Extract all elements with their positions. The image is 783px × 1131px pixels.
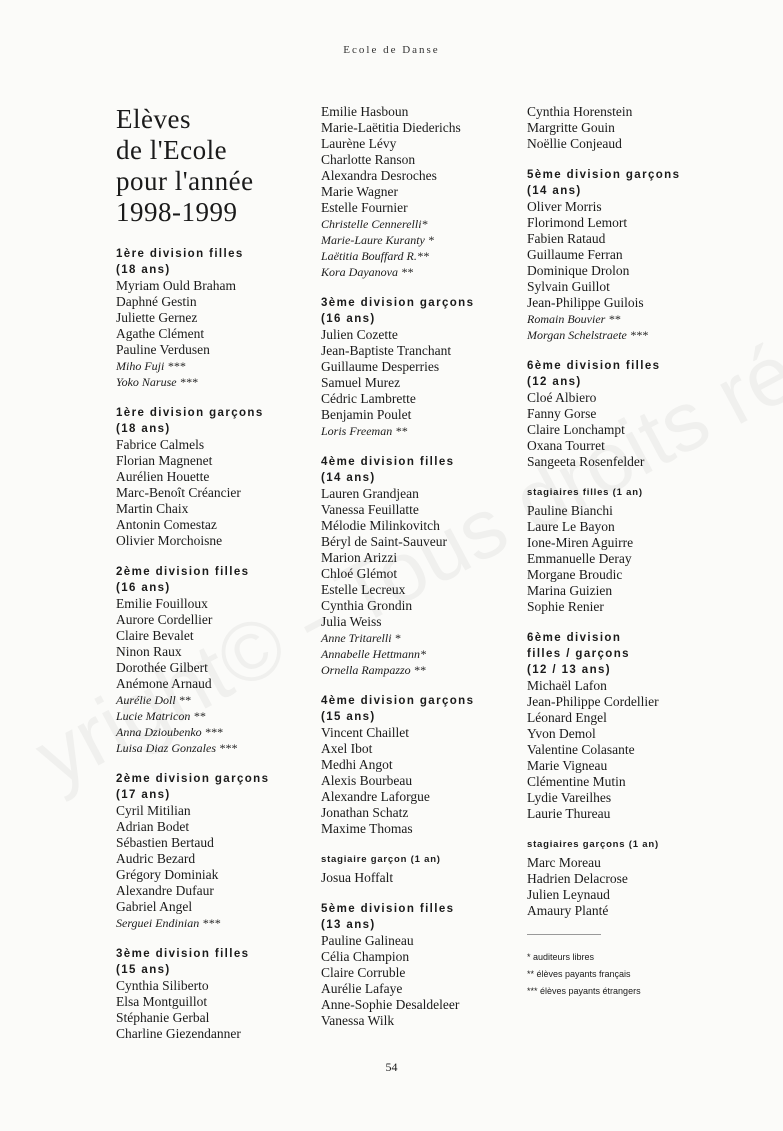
title-line: pour l'année	[116, 166, 254, 196]
group-age: (15 ans)	[321, 711, 376, 723]
student-name: Alexandre Laforgue	[321, 789, 430, 804]
group-heading: 6ème division filles	[527, 360, 661, 372]
group-heading: stagiaire garçon (1 an)	[321, 854, 441, 865]
student-name-special: Miho Fuji ***	[116, 359, 186, 373]
student-name: Fabien Rataud	[527, 231, 606, 246]
student-name: Marc-Benoît Créancier	[116, 485, 241, 500]
student-name: Alexandra Desroches	[321, 168, 437, 183]
student-name: Lauren Grandjean	[321, 486, 419, 501]
student-name: Audric Bezard	[116, 851, 196, 866]
student-name: Charlotte Ranson	[321, 152, 416, 167]
student-name: Cloé Albiero	[527, 390, 597, 405]
student-name: Josua Hoffalt	[321, 870, 394, 885]
student-group	[321, 104, 521, 280]
group-heading: 5ème division garçons	[527, 169, 681, 181]
student-name: Fabrice Calmels	[116, 437, 205, 452]
student-name: Claire Bevalet	[116, 628, 194, 643]
student-name: Vincent Chaillet	[321, 725, 410, 740]
student-name-special: Anna Dzioubenko ***	[116, 725, 223, 739]
student-name: Morgane Broudic	[527, 567, 623, 582]
group-age: (17 ans)	[116, 789, 171, 801]
student-name: Vanessa Wilk	[321, 1013, 395, 1028]
student-name-special: Kora Dayanova **	[321, 265, 413, 279]
student-name: Cyril Mitilian	[116, 803, 191, 818]
student-name-special: Marie-Laure Kuranty *	[321, 233, 434, 247]
column-3	[527, 104, 727, 1000]
student-name: Valentine Colasante	[527, 742, 635, 757]
group-age: (12 / 13 ans)	[527, 664, 612, 676]
page-title	[116, 104, 296, 228]
group-heading: stagiaires filles (1 an)	[527, 487, 643, 498]
student-name: Marc Moreau	[527, 855, 601, 870]
student-group	[321, 454, 521, 678]
footnote-divider	[527, 934, 601, 935]
group-heading: stagiaires garçons (1 an)	[527, 839, 659, 850]
student-name: Estelle Lecreux	[321, 582, 406, 597]
student-name: Jean-Philippe Cordellier	[527, 694, 659, 709]
student-name-special: Aurélie Doll **	[116, 693, 191, 707]
student-name: Gabriel Angel	[116, 899, 193, 914]
student-name: Célia Champion	[321, 949, 410, 964]
group-age: (14 ans)	[527, 185, 582, 197]
group-age: (16 ans)	[116, 582, 171, 594]
student-name: Amaury Planté	[527, 903, 609, 918]
student-name: Samuel Murez	[321, 375, 401, 390]
student-group	[527, 485, 727, 615]
student-group	[321, 852, 521, 886]
student-group	[527, 167, 727, 343]
page-number: 54	[385, 1060, 398, 1074]
student-name-special: Christelle Cennerelli*	[321, 217, 428, 231]
student-name-special: Morgan Schelstraete ***	[527, 328, 648, 342]
student-name: Sangeeta Rosenfelder	[527, 454, 645, 469]
student-name: Antonin Comestaz	[116, 517, 217, 532]
student-name: Margritte Gouin	[527, 120, 615, 135]
student-name: Florimond Lemort	[527, 215, 628, 230]
student-group	[116, 946, 296, 1042]
student-name: Dorothée Gilbert	[116, 660, 208, 675]
running-header: Ecole de Danse	[343, 44, 440, 56]
group-age: (18 ans)	[116, 423, 171, 435]
student-name: Juliette Gernez	[116, 310, 198, 325]
student-name: Aurélie Lafaye	[321, 981, 403, 996]
group-heading: 6ème division	[527, 632, 622, 644]
student-name: Florian Magnenet	[116, 453, 213, 468]
student-name: Guillaume Ferran	[527, 247, 623, 262]
student-name: Elsa Montguillot	[116, 994, 208, 1009]
student-group	[116, 405, 296, 549]
column-1	[116, 104, 296, 1057]
student-name: Emmanuelle Deray	[527, 551, 632, 566]
title-line: Elèves	[116, 104, 191, 134]
student-name-special: Yoko Naruse ***	[116, 375, 198, 389]
student-name: Michaël Lafon	[527, 678, 607, 693]
group-heading: 4ème division garçons	[321, 695, 475, 707]
student-name: Yvon Demol	[527, 726, 596, 741]
student-name: Mélodie Milinkovitch	[321, 518, 440, 533]
footnote: ** élèves payants français	[527, 969, 631, 979]
student-name: Aurore Cordellier	[116, 612, 213, 627]
student-name-special: Romain Bouvier **	[527, 312, 621, 326]
student-group	[321, 693, 521, 837]
student-name: Sylvain Guillot	[527, 279, 610, 294]
student-name-special: Annabelle Hettmann*	[321, 647, 426, 661]
title-line: 1998-1999	[116, 197, 238, 227]
group-heading: 3ème division filles	[116, 948, 250, 960]
footnote: *** élèves payants étrangers	[527, 986, 641, 996]
student-name: Alexis Bourbeau	[321, 773, 413, 788]
student-name: Sophie Renier	[527, 599, 604, 614]
group-heading: 2ème division filles	[116, 566, 250, 578]
footnote: * auditeurs libres	[527, 952, 595, 962]
group-age: (15 ans)	[116, 964, 171, 976]
student-name: Agathe Clément	[116, 326, 205, 341]
student-group	[116, 564, 296, 756]
student-name: Grégory Dominiak	[116, 867, 219, 882]
student-name: Laure Le Bayon	[527, 519, 615, 534]
student-name: Chloé Glémot	[321, 566, 398, 581]
student-name: Marion Arizzi	[321, 550, 398, 565]
column-2	[321, 104, 521, 1044]
student-name: Ninon Raux	[116, 644, 182, 659]
student-name-special: Ornella Rampazzo **	[321, 663, 426, 677]
student-name: Marina Guizien	[527, 583, 613, 598]
student-name: Béryl de Saint-Sauveur	[321, 534, 447, 549]
student-name: Noëllie Conjeaud	[527, 136, 622, 151]
student-name: Hadrien Delacrose	[527, 871, 628, 886]
student-name: Martin Chaix	[116, 501, 189, 516]
group-heading: 1ère division filles	[116, 248, 244, 260]
student-name: Guillaume Desperries	[321, 359, 440, 374]
student-name: Cédric Lambrette	[321, 391, 416, 406]
student-name-special: Lucie Matricon **	[116, 709, 206, 723]
group-heading: filles / garçons	[527, 648, 630, 660]
group-heading: 1ère division garçons	[116, 407, 264, 419]
student-name: Julia Weiss	[321, 614, 382, 629]
student-name: Axel Ibot	[321, 741, 373, 756]
student-name: Adrian Bodet	[116, 819, 190, 834]
student-name: Cynthia Siliberto	[116, 978, 209, 993]
student-group	[321, 901, 521, 1029]
student-name: Myriam Ould Braham	[116, 278, 236, 293]
student-name: Maxime Thomas	[321, 821, 413, 836]
student-name: Jean-Baptiste Tranchant	[321, 343, 452, 358]
student-name-special: Luisa Diaz Gonzales ***	[116, 741, 238, 755]
student-name: Marie-Laëtitia Diederichs	[321, 120, 461, 135]
student-name: Jonathan Schatz	[321, 805, 409, 820]
student-name: Julien Leynaud	[527, 887, 610, 902]
group-heading: 4ème division filles	[321, 456, 455, 468]
student-group	[116, 246, 296, 390]
student-group	[527, 358, 727, 470]
student-name: Lydie Vareilhes	[527, 790, 612, 805]
student-name: Olivier Morchoisne	[116, 533, 223, 548]
student-name: Claire Lonchampt	[527, 422, 625, 437]
student-group	[527, 104, 727, 152]
student-name: Marie Vigneau	[527, 758, 608, 773]
student-group	[321, 295, 521, 439]
group-age: (12 ans)	[527, 376, 582, 388]
student-name: Léonard Engel	[527, 710, 607, 725]
student-name: Emilie Hasboun	[321, 104, 409, 119]
student-name: Julien Cozette	[321, 327, 398, 342]
student-name: Aurélien Houette	[116, 469, 210, 484]
student-name: Benjamin Poulet	[321, 407, 412, 422]
student-name: Sébastien Bertaud	[116, 835, 214, 850]
student-group	[527, 837, 727, 919]
group-heading: 3ème division garçons	[321, 297, 475, 309]
student-name: Stéphanie Gerbal	[116, 1010, 210, 1025]
student-group	[116, 771, 296, 931]
group-heading: 2ème division garçons	[116, 773, 270, 785]
student-name: Ione-Miren Aguirre	[527, 535, 634, 550]
student-name: Daphné Gestin	[116, 294, 197, 309]
student-name: Clémentine Mutin	[527, 774, 626, 789]
student-name: Jean-Philippe Guilois	[527, 295, 644, 310]
student-name: Pauline Verdusen	[116, 342, 210, 357]
student-name: Claire Corruble	[321, 965, 406, 980]
group-age: (16 ans)	[321, 313, 376, 325]
student-name: Laurène Lévy	[321, 136, 397, 151]
group-age: (18 ans)	[116, 264, 171, 276]
student-name: Medhi Angot	[321, 757, 393, 772]
student-name: Laurie Thureau	[527, 806, 611, 821]
student-name-special: Anne Tritarelli *	[321, 631, 401, 645]
title-line: de l'Ecole	[116, 135, 228, 165]
group-age: (13 ans)	[321, 919, 376, 931]
student-name: Anne-Sophie Desaldeleer	[321, 997, 460, 1012]
student-name-special: Loris Freeman **	[321, 424, 408, 438]
group-age: (14 ans)	[321, 472, 376, 484]
student-name: Alexandre Dufaur	[116, 883, 214, 898]
group-heading: 5ème division filles	[321, 903, 455, 915]
student-name: Estelle Fournier	[321, 200, 408, 215]
student-name: Oliver Morris	[527, 199, 602, 214]
student-name: Pauline Bianchi	[527, 503, 613, 518]
student-name: Emilie Fouilloux	[116, 596, 208, 611]
student-group	[527, 630, 727, 822]
footnotes	[527, 949, 727, 1000]
student-name: Fanny Gorse	[527, 406, 597, 421]
student-name: Dominique Drolon	[527, 263, 630, 278]
student-name: Vanessa Feuillatte	[321, 502, 419, 517]
student-name: Anémone Arnaud	[116, 676, 212, 691]
student-name: Pauline Galineau	[321, 933, 414, 948]
student-name: Marie Wagner	[321, 184, 399, 199]
student-name: Cynthia Grondin	[321, 598, 413, 613]
student-name: Cynthia Horenstein	[527, 104, 633, 119]
student-name: Oxana Tourret	[527, 438, 605, 453]
student-name-special: Laëtitia Bouffard R.**	[321, 249, 429, 263]
student-name-special: Serguei Endinian ***	[116, 916, 221, 930]
student-name: Charline Giezendanner	[116, 1026, 241, 1041]
